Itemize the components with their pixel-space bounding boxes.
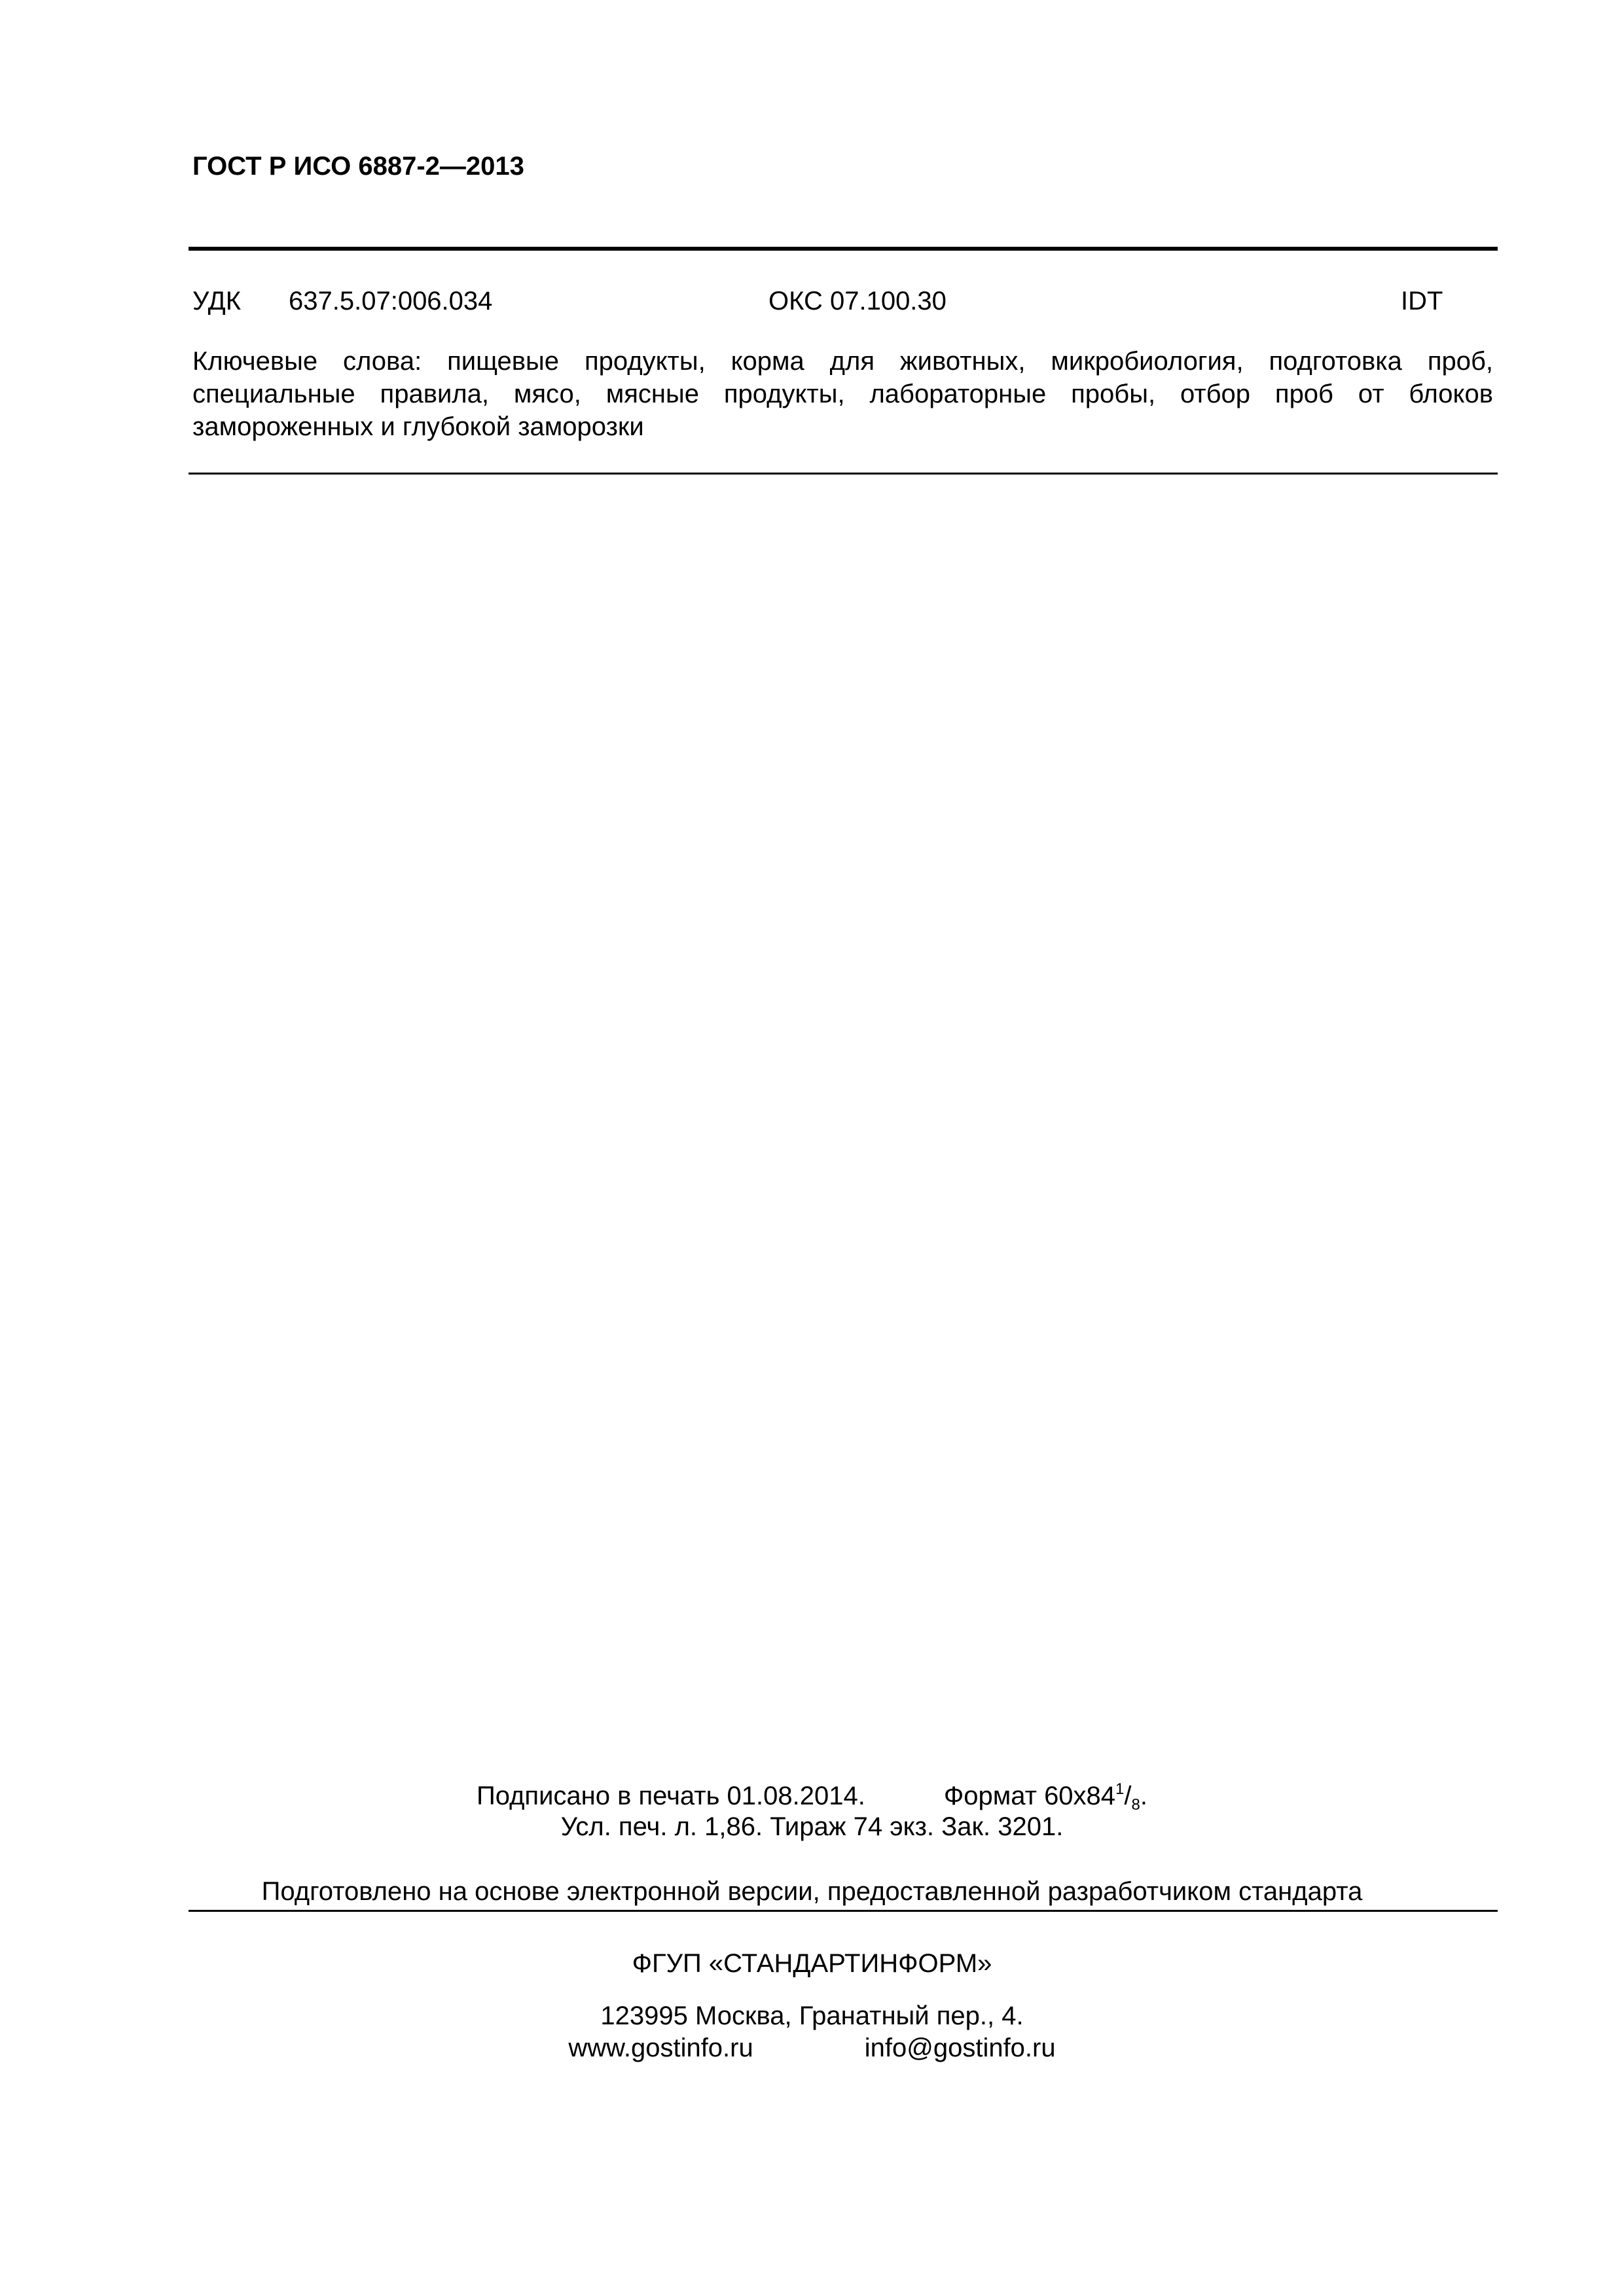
udk-value: 637.5.07:006.034 xyxy=(289,287,493,315)
format-denominator: 8 xyxy=(1131,1796,1140,1814)
format-prefix: Формат 60х84 xyxy=(943,1782,1116,1810)
header-divider xyxy=(189,247,1498,251)
keywords-line: замороженных и глубокой заморозки xyxy=(192,412,644,441)
imprint-line xyxy=(0,1780,1624,1814)
format-suffix: . xyxy=(1140,1782,1148,1810)
footer-divider xyxy=(189,1910,1498,1912)
publisher-address: 123995 Москва, Гранатный пер., 4. xyxy=(600,2001,1024,2030)
idt-mark: IDT xyxy=(1401,287,1443,315)
format-numerator: 1 xyxy=(1115,1780,1125,1798)
document-code: ГОСТ Р ИСО 6887-2—2013 xyxy=(192,152,524,181)
prepared-note: Подготовлено на основе электронной версии, предоставленной разработчиком стандарта xyxy=(261,1877,1363,1906)
oks-code: ОКС 07.100.30 xyxy=(768,287,947,315)
publisher-name: ФГУП «СТАНДАРТИНФОРМ» xyxy=(632,1949,992,1978)
keywords-line: специальные правила, мясо, мясные продукты, лабораторные пробы, отбор проб от блоков xyxy=(192,380,1493,408)
signed-date: Подписано в печать 01.08.2014. xyxy=(476,1782,865,1810)
print-details: Усл. печ. л. 1,86. Тираж 74 экз. Зак. 3201. xyxy=(560,1812,1064,1841)
udk-label: УДК xyxy=(192,287,242,315)
keywords-line: Ключевые слова: пищевые продукты, корма для животных, микробиология, подготовка проб, xyxy=(192,347,1493,376)
keywords-paragraph xyxy=(192,345,1493,443)
website-link[interactable]: www.gostinfo.ru xyxy=(568,2034,753,2062)
format-slash: / xyxy=(1124,1782,1132,1810)
email-link[interactable]: info@gostinfo.ru xyxy=(864,2034,1056,2062)
keywords-divider xyxy=(189,473,1498,475)
publisher-contacts xyxy=(0,2034,1624,2063)
